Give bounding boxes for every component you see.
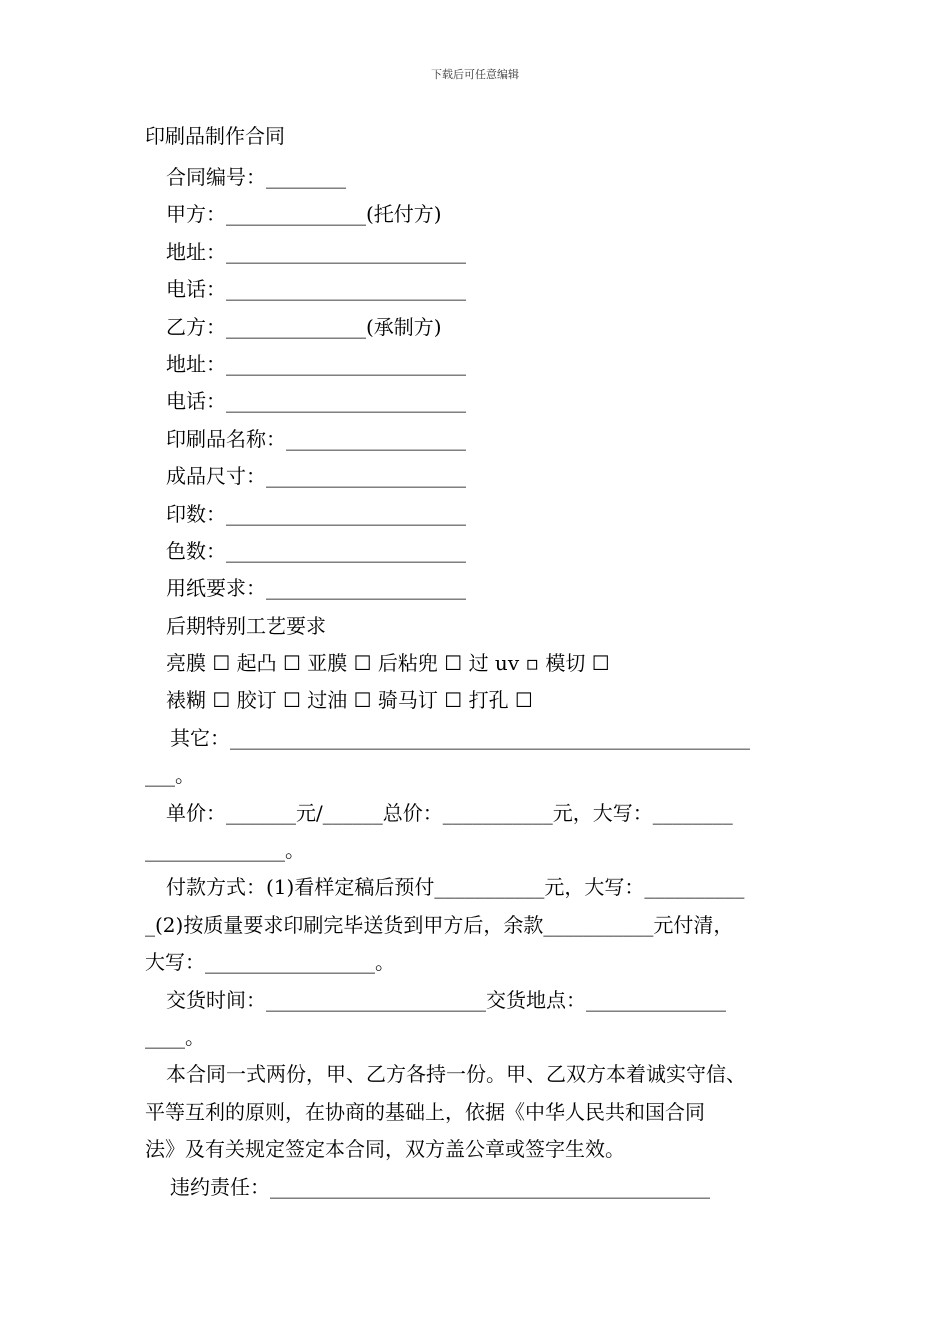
- other-line: 其它：____________________________________________________: [170, 725, 750, 750]
- print-quantity-line: 印数：________________________: [166, 501, 466, 526]
- party-b-address-line: 地址：________________________: [166, 351, 466, 376]
- party-a-line: 甲方：______________(托付方): [166, 202, 442, 227]
- post-process-options-1: 亮膜 ☐ 起凸 ☐ 亚膜 ☐ 后粘兜 ☐ 过 uv ▫ 模切 ☐: [166, 651, 610, 676]
- color-count-line: 色数：________________________: [166, 538, 466, 563]
- header-note: 下载后可任意编辑: [431, 68, 519, 81]
- party-b-phone-line: 电话：________________________: [166, 389, 466, 414]
- price-line: 单价：_______元/______总价：___________元，大写：________: [166, 800, 733, 825]
- clause-line-1: 本合同一式两份，甲、乙方各持一份。甲、乙双方本着诚实守信、: [166, 1062, 746, 1087]
- delivery-line-continued: ____。: [145, 1024, 205, 1049]
- product-name-line: 印刷品名称：__________________: [166, 426, 466, 451]
- contract-number-line: 合同编号：________: [166, 165, 346, 189]
- payment-line-3: 大写：_________________。: [145, 950, 395, 975]
- paper-requirement-line: 用纸要求：____________________: [166, 576, 466, 601]
- party-b-line: 乙方：______________(承制方): [166, 314, 442, 339]
- breach-line: 违约责任：____________________________________________: [170, 1174, 710, 1199]
- party-a-address-line: 地址：________________________: [166, 239, 466, 264]
- document-title: 印刷品制作合同: [145, 124, 285, 148]
- delivery-line: 交货时间：______________________交货地点：______________: [166, 987, 726, 1012]
- party-a-phone-line: 电话：________________________: [166, 277, 466, 302]
- post-process-options-2: 裱糊 ☐ 胶订 ☐ 过油 ☐ 骑马订 ☐ 打孔 ☐: [166, 688, 533, 713]
- payment-line-1: 付款方式：(1)看样定稿后预付___________元，大写：__________: [166, 875, 745, 900]
- post-process-heading: 后期特别工艺要求: [166, 613, 326, 638]
- clause-line-2: 平等互利的原则，在协商的基础上，依据《中华人民共和国合同: [145, 1099, 705, 1124]
- product-size-line: 成品尺寸：____________________: [166, 464, 466, 489]
- price-line-continued: ______________。: [145, 838, 305, 863]
- other-line-continued: ___。: [145, 763, 195, 788]
- clause-line-3: 法》及有关规定签定本合同，双方盖公章或签字生效。: [145, 1137, 625, 1162]
- contract-document: [145, 121, 810, 1206]
- payment-line-2: _(2)按质量要求印刷完毕送货到甲方后，余款___________元付清，: [145, 912, 734, 937]
